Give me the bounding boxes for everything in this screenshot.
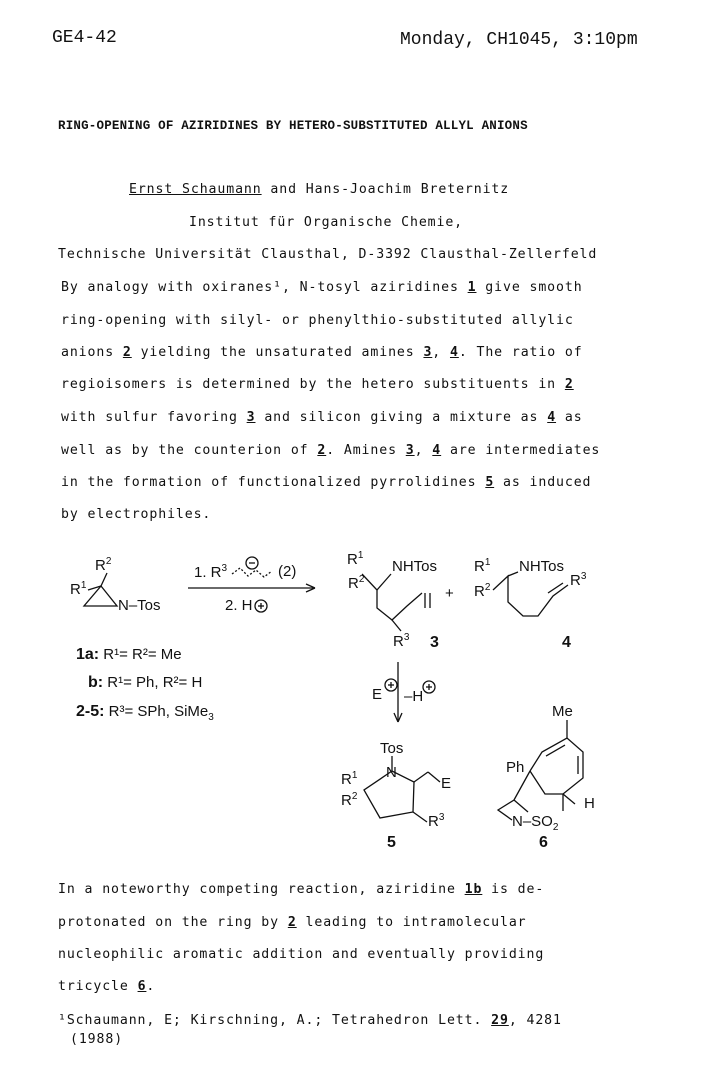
reagent-number: (2) [278,563,297,580]
affiliation-university: Technische Universität Clausthal, D-3392 Clausthal-Zellerfeld [58,247,598,262]
reagent-step-1: 1. $R^3$ [194,563,228,581]
h-label-6: H [584,795,595,812]
compound-def-1b: b: R¹= Ph, R²= H [88,674,203,691]
reagent-step-2: 2. H [225,597,253,614]
r1-label-1: $R^1$ [70,580,87,598]
closing-line: tricycle 6. [58,979,156,994]
abstract-code: GE4-42 [52,28,117,48]
n-label-5: N [386,764,397,781]
compound-3-skeleton [362,574,422,620]
paper-title: RING-OPENING OF AZIRIDINES BY HETERO-SUBSTITUTED ALLYL ANIONS [58,119,528,133]
r3-label-3: $R^3$ [393,632,410,650]
compound-label-4: 4 [562,634,571,651]
r1-label-3: $R^1$ [347,550,364,568]
reagent-e-plus: E [372,686,383,703]
tos-label-5: Tos [380,740,404,757]
footnote-year: (1988) [70,1032,124,1047]
abstract-line: in the formation of functionalized pyrrolidines 5 as induced [61,475,592,490]
nhtos-label-4: NHTos [519,558,565,575]
abstract-line: regioisomers is determined by the hetero substituents in 2 [61,377,574,392]
abstract-line: anions 2 yielding the unsaturated amines 3, 4. The ratio of [61,345,583,360]
footnote-line: ¹Schaumann, E; Kirschning, A.; Tetrahedron Lett. 29, 4281 [58,1013,562,1028]
abstract-line: ring-opening with silyl- or phenylthio-substituted allylic [61,313,574,328]
presenting-author: Ernst Schaumann [129,182,262,197]
nhtos-label-3: NHTos [392,558,438,575]
r1-label-5: $R^1$ [341,770,358,788]
me-label-6: Me [552,703,573,720]
affiliation-institute: Institut für Organische Chemie, [189,215,464,230]
e-label-5: E [441,775,452,792]
closing-line: nucleophilic aromatic addition and eventually providing [58,947,545,962]
r2-label-3: $R^2$ [348,574,365,592]
co-authors: and Hans-Joachim Breternitz [261,182,510,197]
abstract-line: with sulfur favoring 3 and silicon giving a mixture as 4 as [61,410,583,425]
compound-4-skeleton [493,576,568,616]
abstract-line: well as by the counterion of 2. Amines 3, 4 are intermediates [61,443,601,458]
aziridine-ring [84,586,117,606]
session-info: Monday, CH1045, 3:10pm [400,30,638,50]
plus-sign: + [445,585,454,602]
compound-label-3: 3 [430,634,439,651]
tricycle-ring [530,738,583,794]
r2-label-4: $R^2$ [474,582,491,600]
closing-line: protonated on the ring by 2 leading to intramolecular [58,915,527,930]
abstract-line: By analogy with oxiranes¹, N-tosyl aziridines 1 give smooth [61,280,583,295]
compound-label-5: 5 [387,834,396,851]
compound-label-6: 6 [539,834,548,851]
reagent-h-minus: –H [404,688,424,705]
abstract-line: by electrophiles. [61,507,212,522]
r3-label-5: $R^3$ [428,812,445,830]
r3-label-4: $R^3$ [570,571,587,589]
ntos-label: N–Tos [118,597,161,614]
r2-label-1: $R^2$ [95,556,112,574]
ph-label-6: Ph [506,759,525,776]
nso2-label-6: $N-SO_2$ [512,813,559,833]
compound-def-1a: 1a: R¹= R²= Me [76,646,182,663]
closing-line: In a noteworthy competing reaction, aziridine 1b is de- [58,882,545,897]
r2-label-5: $R^2$ [341,791,358,809]
compound-def-2-5: 2-5: R³= SPh, SiMe$_3$ [76,703,214,723]
r1-label-4: $R^1$ [474,557,491,575]
